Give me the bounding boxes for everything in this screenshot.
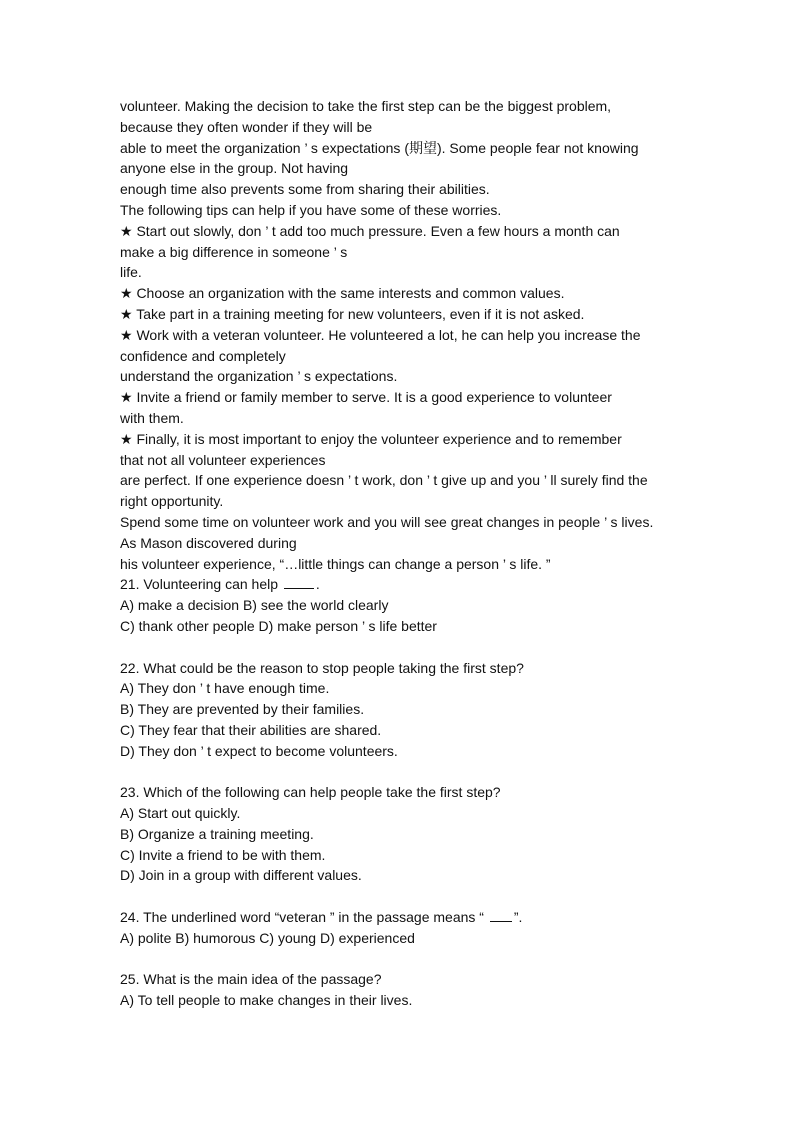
- answer-option: C) They fear that their abilities are shared.: [120, 721, 382, 738]
- tip-line: ★ Finally, it is most important to enjoy the volunteer experience and to remember: [120, 430, 622, 447]
- answer-option: B) They are prevented by their families.: [120, 701, 365, 718]
- tip-line: ★ Invite a friend or family member to serve. It is a good experience to volunteer: [120, 389, 612, 406]
- tip-line: ★ Choose an organization with the same interests and common values.: [120, 285, 565, 302]
- question-stem-text: 21. Volunteering can help: [120, 576, 279, 593]
- question-24: [120, 907, 676, 949]
- passage-line: are perfect. If one experience doesn ’ t work, don ’ t give up and you ’ ll surely find the: [120, 472, 648, 489]
- passage-line: with them.: [120, 409, 184, 426]
- question-21: [120, 574, 676, 636]
- spacer: [120, 762, 676, 783]
- answer-option: A) polite B) humorous C) young D) experienced: [120, 929, 415, 946]
- question-stem: 23. Which of the following can help people take the first step?: [120, 784, 501, 801]
- answer-option: D) Join in a group with different values.: [120, 867, 362, 884]
- passage-line: anyone else in the group. Not having: [120, 160, 349, 177]
- passage-line: Spend some time on volunteer work and you will see great changes in people ’ s lives.: [120, 513, 654, 530]
- question-stem: [120, 907, 676, 928]
- tip-line: ★ Take part in a training meeting for new volunteers, even if it is not asked.: [120, 305, 585, 322]
- document-content: [120, 96, 676, 1011]
- passage-line: his volunteer experience, “…little things can change a person ’ s life. ”: [120, 555, 551, 572]
- passage-line: life.: [120, 264, 142, 281]
- spacer: [120, 886, 676, 907]
- answer-option: A) Start out quickly.: [120, 805, 241, 822]
- question-stem-end: ”.: [513, 909, 523, 926]
- answer-option: D) They don ’ t expect to become volunteers.: [120, 742, 398, 759]
- passage-line: volunteer. Making the decision to take the first step can be the biggest problem,: [120, 98, 612, 114]
- question-25: [120, 969, 676, 1011]
- question-22: [120, 658, 676, 762]
- answer-option: C) thank other people D) make person ’ s life better: [120, 617, 437, 634]
- question-23: [120, 782, 676, 886]
- answer-option: A) To tell people to make changes in their lives.: [120, 992, 413, 1009]
- question-stem: [120, 574, 676, 595]
- answer-blank[interactable]: [490, 909, 512, 922]
- passage-line: make a big difference in someone ’ s: [120, 243, 348, 260]
- reading-passage: [120, 96, 676, 574]
- passage-line: enough time also prevents some from sharing their abilities.: [120, 181, 490, 198]
- question-stem-text: 24. The underlined word “veteran ” in the passage means “: [120, 909, 484, 926]
- passage-line: right opportunity.: [120, 493, 224, 510]
- answer-option: B) Organize a training meeting.: [120, 825, 314, 842]
- passage-line: confidence and completely: [120, 347, 286, 364]
- spacer: [120, 637, 676, 658]
- passage-line: As Mason discovered during: [120, 534, 297, 551]
- answer-blank[interactable]: [284, 576, 314, 589]
- question-stem: 25. What is the main idea of the passage?: [120, 971, 382, 988]
- passage-line: able to meet the organization ’ s expectations (期望). Some people fear not knowing: [120, 139, 639, 156]
- passage-line: because they often wonder if they will be: [120, 118, 373, 135]
- spacer: [120, 949, 676, 970]
- passage-line: that not all volunteer experiences: [120, 451, 326, 468]
- answer-option: C) Invite a friend to be with them.: [120, 846, 326, 863]
- answer-option: A) They don ’ t have enough time.: [120, 680, 330, 697]
- question-stem: 22. What could be the reason to stop people taking the first step?: [120, 659, 524, 676]
- tip-line: ★ Start out slowly, don ’ t add too much pressure. Even a few hours a month can: [120, 222, 620, 239]
- passage-line: understand the organization ’ s expectations.: [120, 368, 398, 385]
- passage-line: The following tips can help if you have some of these worries.: [120, 201, 502, 218]
- question-stem-end: .: [315, 576, 320, 593]
- tip-line: ★ Work with a veteran volunteer. He volunteered a lot, he can help you increase the: [120, 326, 641, 343]
- answer-option: A) make a decision B) see the world clearly: [120, 597, 389, 614]
